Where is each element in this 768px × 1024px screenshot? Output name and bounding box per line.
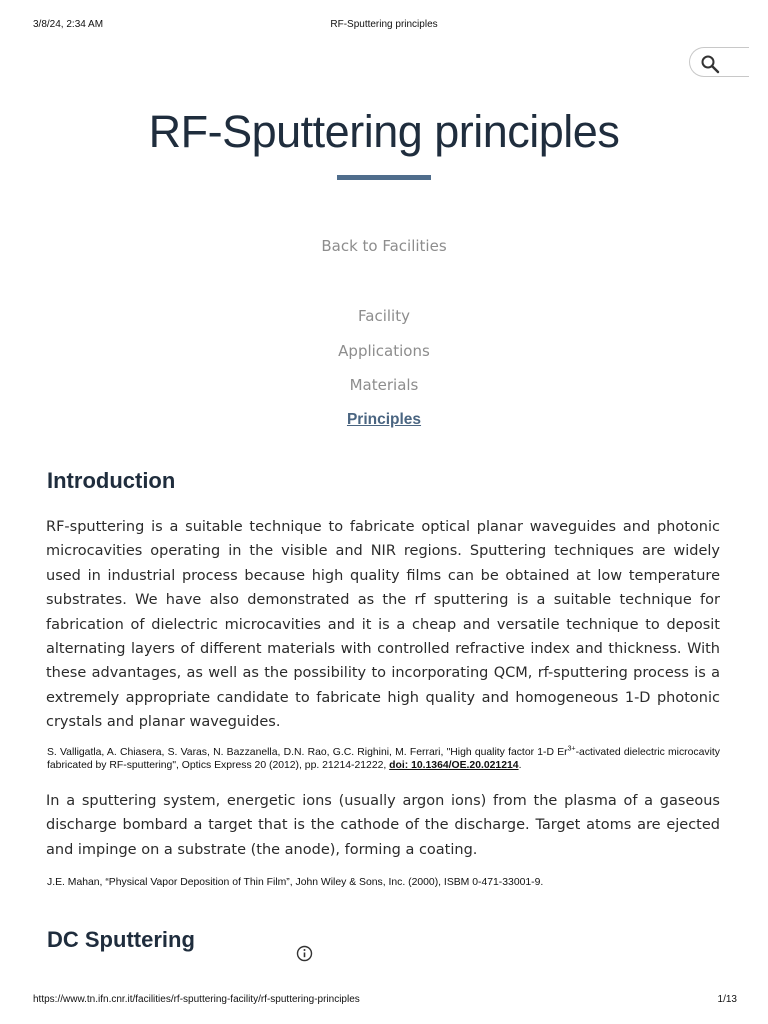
reference-1 xyxy=(47,746,720,772)
nav-item-materials[interactable]: Materials xyxy=(349,376,419,395)
reference-2: J.E. Mahan, “Physical Vapor Deposition of Thin Film”, John Wiley & Sons, Inc. (2000), ISBM 0-471-33001-9. xyxy=(47,877,544,888)
print-header xyxy=(0,19,768,33)
reference-1-text-cont: -activated dielectric microcavity fabricated by RF-sputtering", Optics Express 20 (2012), pp. 21214-21222, xyxy=(47,747,720,771)
search-button[interactable] xyxy=(689,47,749,77)
reference-1-superscript: 3+ xyxy=(567,745,576,753)
page-title: RF-Sputtering principles xyxy=(148,106,620,157)
print-url: https://www.tn.ifn.cnr.it/facilities/rf-sputtering-facility/rf-sputtering-principles xyxy=(33,994,360,1005)
nav-item-applications[interactable]: Applications xyxy=(338,341,430,360)
introduction-heading: Introduction xyxy=(47,468,176,493)
nav-item-facility[interactable]: Facility xyxy=(358,307,410,325)
search-icon xyxy=(700,54,720,74)
doi-link[interactable]: doi: 10.1364/OE.20.021214 xyxy=(389,760,519,771)
info-icon[interactable] xyxy=(296,945,313,962)
print-datetime: 3/8/24, 2:34 AM xyxy=(33,19,104,30)
sputtering-system-paragraph: In a sputtering system, energetic ions (usually argon ions) from the plasma of a gaseous discharge bombard a target that is the cathode of the discharge. Target atoms are ejected and impinge on a substrate (the anode), forming a coating. xyxy=(46,793,720,858)
title-underline xyxy=(337,175,431,180)
print-title: RF-Sputtering principles xyxy=(330,19,438,30)
print-footer xyxy=(0,994,768,1008)
back-to-facilities-link[interactable]: Back to Facilities xyxy=(321,237,447,255)
print-page-number: 1/13 xyxy=(717,994,737,1005)
dc-sputtering-heading: DC Sputtering xyxy=(47,927,195,952)
reference-1-text: S. Valligatla, A. Chiasera, S. Varas, N. Bazzanella, D.N. Rao, G.C. Righini, M. Ferrari, "High quality factor 1-D Er xyxy=(47,747,568,758)
nav-item-principles[interactable]: Principles xyxy=(346,410,422,428)
subpage-nav xyxy=(0,307,768,445)
introduction-paragraph: RF-sputtering is a suitable technique to fabricate optical planar waveguides and photonic microcavities operating in the visible and NIR regions. Sputtering techniques are widely used in industrial process because high quality films can be obtained at low temperature substrates. We have also demonstrated as the rf sputtering is a suitable technique for fabrication of dielectric microcavities and it is a cheap and versatile technique to deposit alternating layers of different materials with controlled refractive index and thickness. With these advantages, as well as the possibility to incorporating QCM, rf-sputtering process is a extremely appropriate candidate to fabricate high quality and homogeneous 1-D photonic crystals and planar waveguides. xyxy=(46,519,720,731)
reference-1-end: . xyxy=(518,760,522,771)
